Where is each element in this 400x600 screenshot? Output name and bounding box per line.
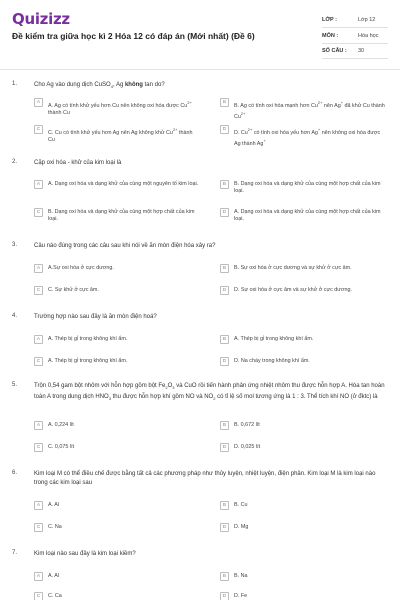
option-letter-box: C (34, 125, 43, 134)
worksheet-title: Đề kiểm tra giữa học kì 2 Hóa 12 có đáp án (Mới nhất) (Đề 6) (12, 31, 255, 41)
quizizz-logo: Quizizz (12, 10, 70, 28)
meta-divider (322, 27, 388, 28)
meta-divider (322, 43, 388, 44)
option-letter-box: B (220, 572, 229, 581)
option-text: A. Thép bị gỉ trong không khí ẩm. (48, 357, 128, 364)
question-number: 2. (12, 159, 18, 165)
option-letter-box: A (34, 421, 43, 430)
question-text: Kim loại M có thể điều chế được bằng tất cả các phương pháp như thủy luyện, nhiệt luyện, điện phân. Kim loại M là kim loại nào trong các kim loại sau (34, 471, 376, 486)
option-text: B. Cu (234, 501, 248, 508)
option-text: B. Dạng oxi hóa và dạng khử của cùng một hợp chất của kim loại. (48, 208, 195, 222)
question-count-value: 30 (358, 48, 365, 54)
option-text: A. 0,224 lít (48, 421, 74, 428)
option-letter-box: D (220, 357, 229, 366)
question-text: Trộn 0,54 gam bột nhôm với hỗn hợp gồm bột $Fe_2O_3$ và CuO rồi tiến hành phản ứng nhiệt nhôm thu được hỗn hợp A. Hòa tan hoàn toàn A trong dung dịch $HNO_3$ thu được hỗn hợp khí gồm NO và $NO_2$ có tỉ lệ số mol tương ứng là 1 : 3. Thể tích khí NO (ở đktc) là (34, 383, 385, 401)
question-text: Cho Ag vào dung dịch CuSO$_4$, Ag không tan do? (34, 82, 165, 90)
option-text: D. Na cháy trong không khí ẩm. (234, 357, 310, 364)
option-text: B. 0,672 lít (234, 421, 260, 428)
option-letter-box: A (34, 180, 43, 189)
option-letter-box: C (34, 443, 43, 452)
option-letter-box: C (34, 208, 43, 217)
option-letter-box: A (34, 98, 43, 107)
option-text: C. Ca (48, 592, 62, 599)
option-text: D. $Cu^{2+}$ có tính oxi hóa yếu hơn Ag+ nên không oxi hóa được Ag thành Ag+ (234, 126, 381, 147)
question-text: Kim loại nào sau đây là kim loại kiềm? (34, 551, 136, 557)
option-text: A. Thép bị gỉ trong không khí ẩm. (234, 335, 314, 342)
option-text: D. Fe (234, 592, 248, 599)
option-letter-box: C (34, 357, 43, 366)
option-letter-box: B (220, 421, 229, 430)
option-text: C. Cu có tính khử yếu hơn Ag nên Ag không khử $Cu^{2+}$ thành Cu (48, 126, 193, 143)
question-text: Cặp oxi hóa - khử của kim loại là (34, 160, 122, 166)
question-text: Câu nào đúng trong các câu sau khi nói về ăn mòn điện hóa xảy ra? (34, 243, 216, 249)
option-letter-box: C (34, 523, 43, 532)
grade-value: Lớp 12 (358, 17, 376, 23)
subject-value: Hóa học (358, 33, 379, 39)
option-text: C. Na (48, 523, 62, 530)
option-letter-box: D (220, 592, 229, 600)
question-number: 4. (12, 313, 18, 319)
option-text: A. Ag có tính khử yếu hơn Cu nên không oxi hóa được $Cu^{2+}$ thành Cu (48, 99, 192, 116)
grade-label: LỚP : (322, 17, 337, 23)
option-text: A. Thép bị gỉ trong không khí ẩm. (48, 335, 128, 342)
option-text: B. Dạng oxi hóa và dạng khử của cùng một hợp chất của kim loại. (234, 180, 381, 194)
option-letter-box: D (220, 125, 229, 134)
option-letter-box: C (34, 286, 43, 295)
meta-divider (322, 58, 388, 59)
option-text: B. Na (234, 572, 248, 579)
option-text: A. Al (48, 501, 60, 508)
worksheet-header (0, 0, 400, 70)
option-letter-box: A (34, 335, 43, 344)
option-text: D. 0,025 lít (234, 443, 261, 450)
option-text: A. Dạng oxi hóa và dạng khử của cùng một hợp chất của kim loại. (234, 208, 381, 222)
question-number: 6. (12, 470, 18, 476)
option-text: D. Mg (234, 523, 249, 530)
option-text: A.Sự oxi hóa ở cực dương. (48, 264, 114, 271)
option-letter-box: B (220, 264, 229, 273)
question-number: 1. (12, 81, 18, 87)
option-letter-box: A (34, 264, 43, 273)
option-text: C. 0,075 lít (48, 443, 75, 450)
option-text: B. Ag có tính oxi hóa mạnh hơn $Cu^{2+}$ nên Ag+ đã khử Cu thành $Cu^{2+}$ (234, 99, 385, 120)
option-letter-box: A (34, 501, 43, 510)
option-letter-box: D (220, 286, 229, 295)
question-text: Trường hợp nào sau đây là ăn mòn điện hoá? (34, 314, 157, 320)
option-letter-box: B (220, 180, 229, 189)
option-letter-box: D (220, 208, 229, 217)
option-letter-box: D (220, 443, 229, 452)
question-number: 5. (12, 382, 18, 388)
option-letter-box: B (220, 501, 229, 510)
option-text: D. Sự oxi hóa ở cực âm và sự khử ở cực dương. (234, 286, 352, 293)
option-letter-box: C (34, 592, 43, 600)
option-letter-box: D (220, 523, 229, 532)
option-letter-box: A (34, 572, 43, 581)
option-text: C. Sự khử ở cực âm. (48, 286, 99, 293)
option-letter-box: B (220, 335, 229, 344)
question-count-label: SỐ CÂU : (322, 48, 347, 54)
option-text: B. Sự oxi hóa ở cực dương và sự khử ở cực âm. (234, 264, 352, 271)
subject-label: MÔN : (322, 33, 339, 39)
option-letter-box: B (220, 98, 229, 107)
option-text: A. Dạng oxi hóa và dạng khử của cùng một nguyên tố kim loại. (48, 180, 199, 187)
question-number: 7. (12, 550, 18, 556)
option-text: A. Al (48, 572, 60, 579)
question-number: 3. (12, 242, 18, 248)
